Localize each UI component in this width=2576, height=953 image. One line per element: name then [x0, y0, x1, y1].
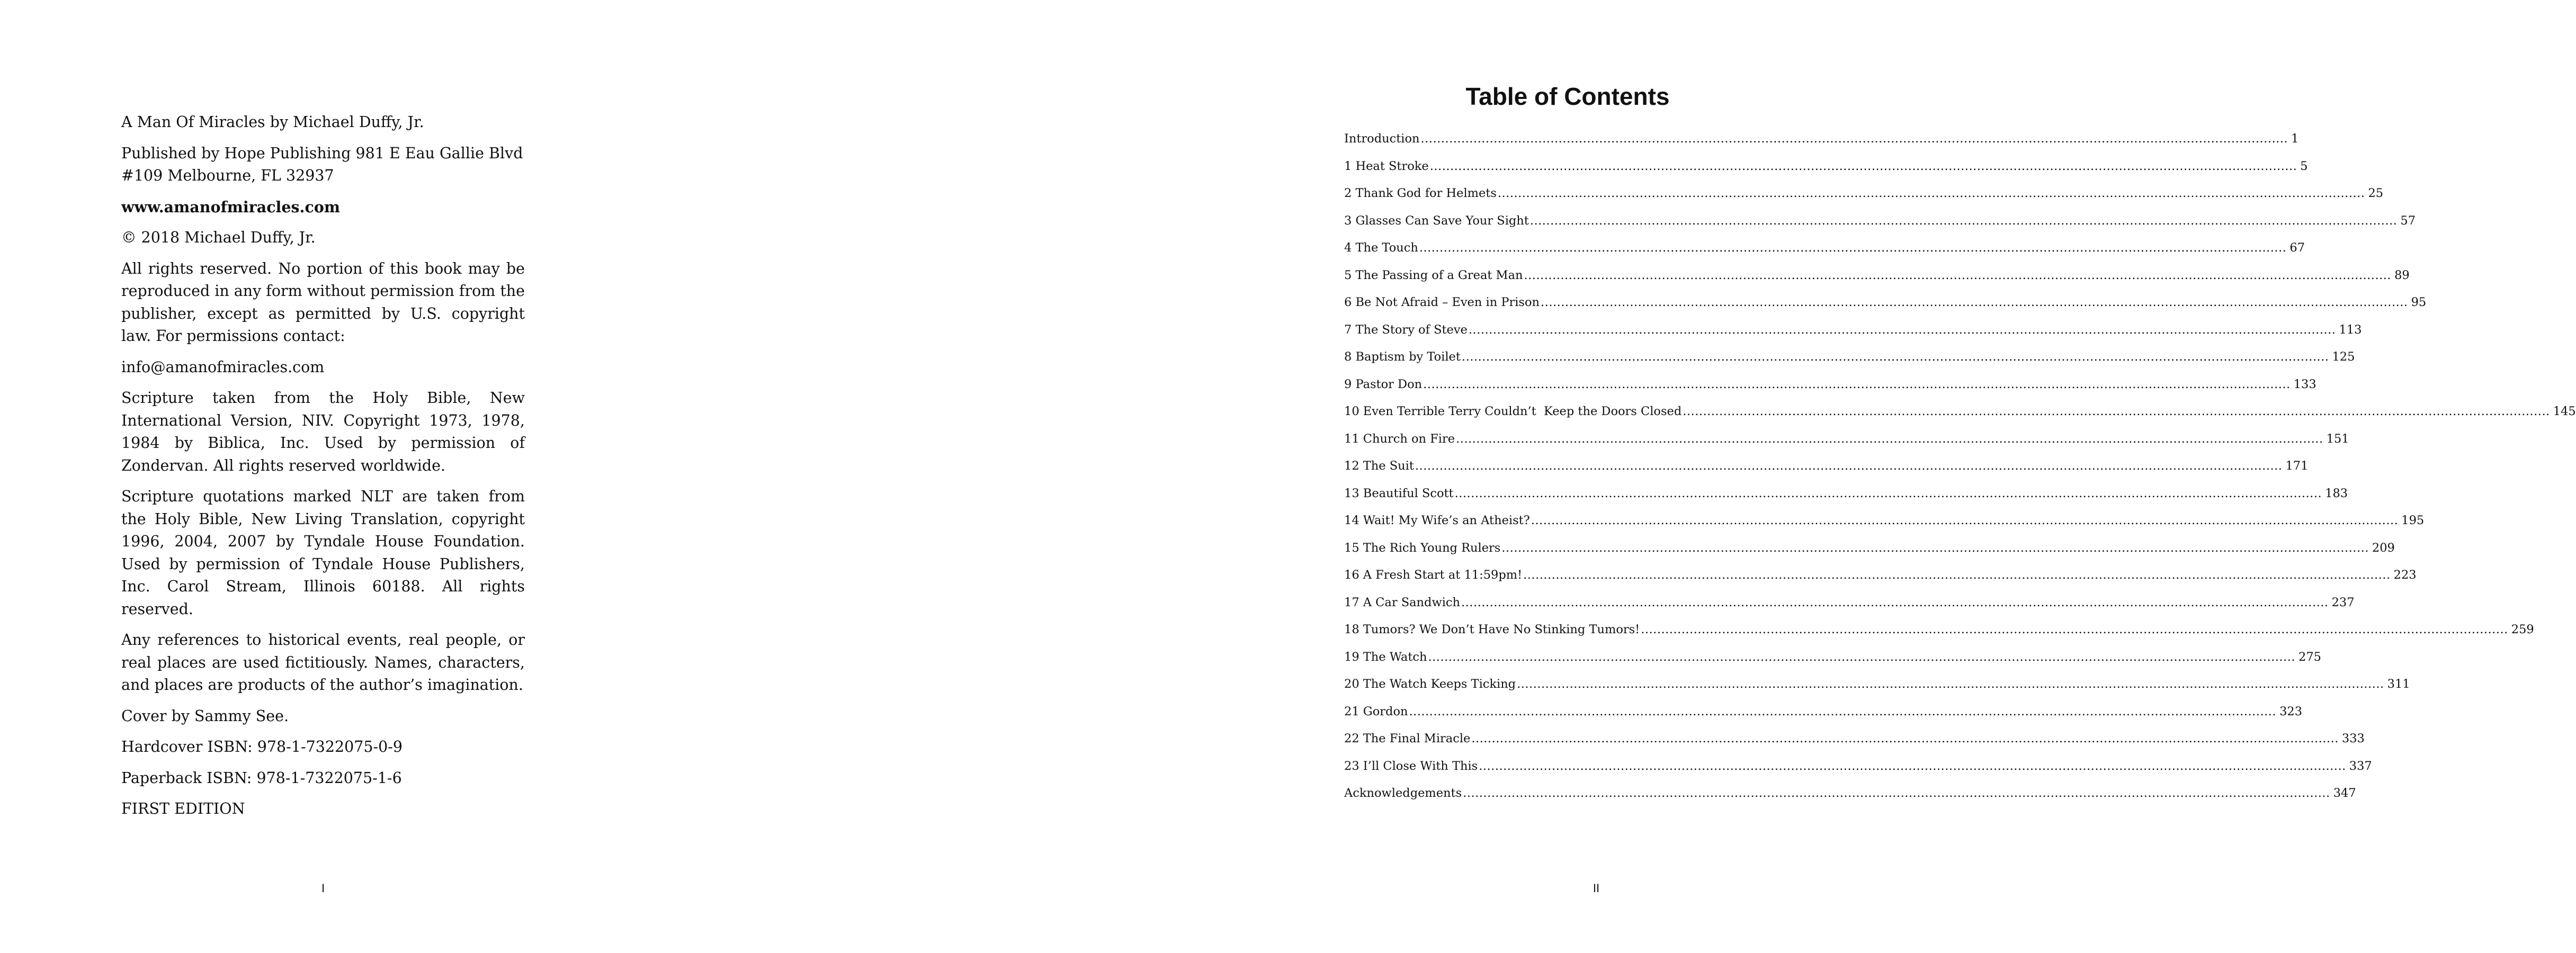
toc-entry-label: 1 Heat Stroke [1344, 159, 1429, 173]
toc-entry[interactable] [1344, 348, 2355, 376]
book-title-line: A Man Of Miracles by Michael Duffy, Jr. [121, 113, 424, 131]
toc-entry-page: 347 [2333, 786, 2356, 800]
toc-dot-leader [1683, 403, 2550, 420]
toc-dot-leader [1498, 185, 2365, 202]
toc-entry-label: 17 A Car Sandwich [1344, 595, 1460, 609]
rights-paragraph: All rights reserved. No portion of this book may be reproduced in any form without permission from the publisher, except as permitted by U.S. copyright law. For permissions contact: [121, 259, 525, 345]
toc-entry-label: 9 Pastor Don [1344, 377, 1423, 391]
toc-entry-label: 10 Even Terrible Terry Couldn’t Keep the Doors Closed [1344, 404, 1682, 418]
toc-entry[interactable] [1344, 321, 2362, 349]
toc-entry-label: 2 Thank God for Helmets [1344, 186, 1497, 200]
toc-entry-label: 20 The Watch Keeps Ticking [1344, 677, 1516, 691]
fiction-disclaimer: Any references to historical events, real people, or real places are used fictitiously. Names, characters, and places are products of the author’s imagination. [121, 631, 525, 694]
toc-entry[interactable] [1344, 567, 2417, 594]
toc-entry[interactable] [1344, 758, 2372, 785]
toc-entry-label: Acknowledgements [1344, 786, 1462, 800]
toc-dot-leader [1641, 621, 2508, 638]
website-link: www.amanofmiracles.com [121, 197, 340, 216]
toc-entry-label: 5 The Passing of a Great Man [1344, 268, 1523, 282]
toc-entry[interactable] [1344, 703, 2303, 731]
edition-line: FIRST EDITION [121, 800, 245, 817]
toc-entry[interactable] [1344, 267, 2410, 294]
toc-entry-page: 95 [2411, 295, 2427, 309]
toc-entry-page: 323 [2279, 704, 2303, 718]
toc-entry-page: 67 [2289, 241, 2305, 255]
toc-dot-leader [1456, 430, 2323, 447]
toc-entry-page: 333 [2341, 732, 2365, 745]
hardcover-isbn: Hardcover ISBN: 978-1-7322075-0-9 [121, 738, 403, 756]
toc-entry[interactable] [1344, 457, 2309, 485]
toc-entry[interactable] [1344, 212, 2416, 240]
toc-dot-leader [1409, 703, 2277, 720]
toc-entry-page: 223 [2393, 568, 2417, 582]
toc-entry-label: 14 Wait! My Wife’s an Atheist? [1344, 514, 1530, 527]
toc-dot-leader [1530, 212, 2398, 229]
toc-entry[interactable] [1344, 730, 2365, 758]
toc-entry[interactable] [1344, 239, 2305, 267]
toc-entry[interactable] [1344, 512, 2425, 540]
toc-entry-page: 311 [2387, 677, 2410, 691]
toc-entry-label: 11 Church on Fire [1344, 431, 1455, 446]
toc-dot-leader [1524, 267, 2392, 284]
page-number-right: II [1593, 882, 1600, 895]
toc-entry[interactable] [1344, 403, 2576, 430]
toc-entry-label: 13 Beautiful Scott [1344, 486, 1454, 500]
toc-entry-label: 6 Be Not Afraid – Even in Prison [1344, 295, 1540, 309]
toc-dot-leader [1415, 457, 2283, 474]
toc-dot-leader [1541, 294, 2408, 311]
niv-paragraph: Scripture taken from the Holy Bible, New International Version, NIV. Copyright 1973, 1978, 1984 by Biblica, Inc. Used by permission of Zondervan. All rights reserved worldwide. [121, 389, 525, 474]
toc-dot-leader [1469, 321, 2336, 338]
toc-entry-label: 4 The Touch [1344, 241, 1418, 255]
toc-list [1344, 130, 2576, 812]
toc-entry-page: 259 [2511, 623, 2534, 636]
toc-dot-leader [1423, 376, 2291, 393]
toc-entry[interactable] [1344, 676, 2410, 703]
toc-entry-label: 21 Gordon [1344, 704, 1408, 718]
page-number-left: I [321, 882, 325, 895]
toc-entry-label: 15 The Rich Young Rulers [1344, 541, 1501, 555]
toc-entry-page: 89 [2394, 268, 2410, 282]
toc-entry-page: 237 [2331, 595, 2355, 609]
toc-entry[interactable] [1344, 649, 2321, 676]
toc-entry-label: 23 I’ll Close With This [1344, 759, 1478, 773]
copyright-line: © 2018 Michael Duffy, Jr. [121, 229, 316, 246]
toc-entry[interactable] [1344, 485, 2348, 513]
toc-entry-page: 151 [2326, 431, 2349, 446]
toc-title: Table of Contents [1465, 83, 1670, 110]
toc-entry-label: 22 The Final Miracle [1344, 732, 1471, 745]
toc-entry[interactable] [1344, 294, 2427, 321]
toc-dot-leader [1430, 158, 2297, 175]
toc-entry[interactable] [1344, 185, 2384, 212]
paperback-isbn: Paperback ISBN: 978-1-7322075-1-6 [121, 769, 402, 787]
toc-entry[interactable] [1344, 594, 2355, 622]
toc-entry[interactable] [1344, 540, 2395, 567]
toc-entry-label: 7 The Story of Steve [1344, 322, 1468, 337]
toc-entry[interactable] [1344, 158, 2308, 185]
toc-entry[interactable] [1344, 376, 2316, 403]
toc-entry-page: 113 [2339, 322, 2362, 337]
toc-entry-page: 209 [2372, 541, 2395, 555]
toc-dot-leader [1471, 730, 2339, 747]
toc-entry[interactable] [1344, 621, 2534, 649]
toc-entry[interactable] [1344, 430, 2349, 458]
toc-entry-page: 125 [2332, 350, 2355, 364]
copyright-block [121, 111, 525, 829]
toc-dot-leader [1501, 540, 2369, 556]
toc-entry-page: 275 [2298, 650, 2321, 664]
toc-dot-leader [1463, 785, 2330, 802]
toc-dot-leader [1455, 485, 2322, 502]
toc-entry-page: 195 [2401, 514, 2425, 527]
toc-entry-page: 133 [2293, 377, 2316, 391]
toc-entry-page: 1 [2291, 132, 2299, 146]
toc-entry-label: 3 Glasses Can Save Your Sight [1344, 213, 1529, 228]
toc-dot-leader [1531, 512, 2399, 529]
toc-page [636, 0, 2576, 953]
nlt-paragraph: Scripture quotations marked NLT are taken from the Holy Bible, New Living Translation, copyright 1996, 2004, 2007 by Tyndale House Foundation. Used by permission of Tyndale House Publishers, Inc. Carol Stream, Illinois 60188. All rights reserved. [121, 488, 525, 618]
toc-dot-leader [1428, 649, 2295, 666]
toc-entry-page: 171 [2285, 459, 2309, 473]
cover-credit: Cover by Sammy See. [121, 707, 289, 725]
toc-entry[interactable] [1344, 130, 2299, 158]
toc-entry-label: 19 The Watch [1344, 650, 1427, 664]
toc-entry-page: 145 [2553, 404, 2576, 418]
toc-entry-page: 337 [2349, 759, 2372, 773]
publisher-line: Published by Hope Publishing 981 E Eau Gallie Blvd #109 Melbourne, FL 32937 [121, 144, 523, 184]
toc-dot-leader [1462, 348, 2329, 365]
toc-dot-leader [1479, 758, 2346, 775]
toc-dot-leader [1523, 567, 2391, 583]
toc-entry-page: 57 [2400, 213, 2416, 228]
toc-dot-leader [1421, 130, 2288, 147]
toc-entry-label: Introduction [1344, 132, 1420, 146]
toc-entry-label: 12 The Suit [1344, 459, 1414, 473]
toc-entry-label: 8 Baptism by Toilet [1344, 350, 1461, 364]
toc-dot-leader [1517, 676, 2384, 693]
copyright-page [0, 0, 636, 953]
toc-dot-leader [1461, 594, 2329, 611]
toc-entry-page: 183 [2325, 486, 2348, 500]
toc-entry-label: 18 Tumors? We Don’t Have No Stinking Tumors! [1344, 623, 1640, 636]
toc-entry-page: 25 [2368, 186, 2384, 200]
contact-email: info@amanofmiracles.com [121, 358, 325, 376]
toc-entry-label: 16 A Fresh Start at 11:59pm! [1344, 568, 1523, 582]
toc-entry-page: 5 [2300, 159, 2308, 173]
toc-entry[interactable] [1344, 785, 2356, 812]
toc-dot-leader [1419, 239, 2287, 256]
